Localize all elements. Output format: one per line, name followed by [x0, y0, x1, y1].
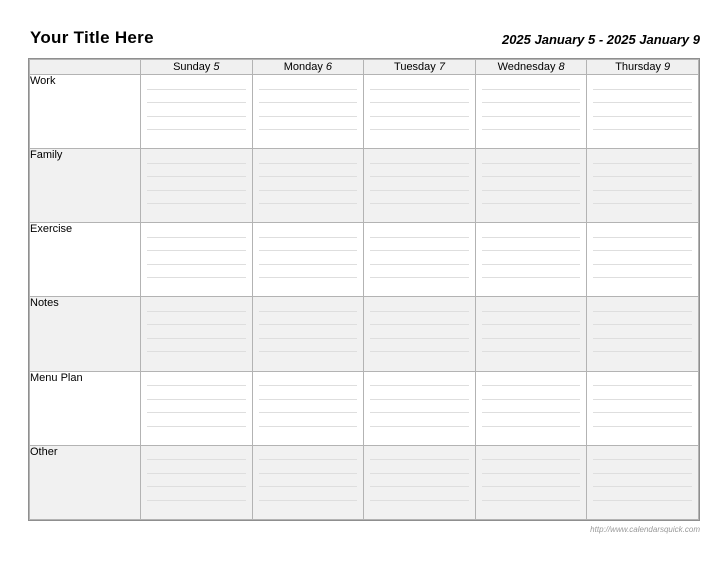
rule-line — [147, 76, 246, 90]
rule-line — [147, 117, 246, 131]
rule-line — [259, 265, 358, 279]
rule-line — [259, 325, 358, 339]
rule-line — [482, 265, 581, 279]
rule-line — [482, 90, 581, 104]
rule-line — [370, 413, 469, 427]
planner-cell — [475, 149, 587, 223]
rule-line — [482, 224, 581, 238]
rule-line — [259, 339, 358, 353]
rule-line — [147, 373, 246, 387]
planner-cell — [252, 297, 364, 371]
planner-cell — [587, 223, 699, 297]
planner-cell — [587, 371, 699, 445]
planner-row — [30, 75, 699, 149]
row-label-cell: Menu Plan — [30, 371, 141, 445]
rule-line — [370, 76, 469, 90]
day-number: 9 — [664, 61, 671, 73]
rule-line — [482, 177, 581, 191]
planner-table-frame — [28, 58, 700, 521]
day-header-row — [30, 60, 699, 75]
planner-cell — [364, 445, 476, 519]
planner-cell — [587, 445, 699, 519]
rule-line — [147, 339, 246, 353]
rule-line — [482, 238, 581, 252]
rule-line — [593, 325, 692, 339]
planner-cell — [475, 75, 587, 149]
planner-cell — [475, 371, 587, 445]
rule-line — [259, 400, 358, 414]
rule-line — [147, 251, 246, 265]
rule-line — [147, 312, 246, 326]
planner-table — [29, 59, 699, 520]
cell-lines — [364, 223, 475, 278]
rule-line — [593, 373, 692, 387]
rule-line — [482, 339, 581, 353]
rule-line — [370, 191, 469, 205]
rule-line — [370, 238, 469, 252]
day-header-cell — [475, 60, 587, 75]
day-number: 8 — [558, 61, 565, 73]
rule-line — [259, 373, 358, 387]
cell-lines — [253, 297, 364, 352]
planner-cell — [252, 371, 364, 445]
rule-line — [147, 191, 246, 205]
rule-line — [259, 90, 358, 104]
cell-lines — [141, 149, 252, 204]
rule-line — [370, 460, 469, 474]
cell-lines — [587, 149, 698, 204]
cell-lines — [587, 297, 698, 352]
rule-line — [593, 117, 692, 131]
rule-line — [593, 90, 692, 104]
page-title: Your Title Here — [30, 28, 154, 47]
rule-line — [370, 447, 469, 461]
cell-lines — [141, 297, 252, 352]
planner-cell — [587, 75, 699, 149]
rule-line — [593, 339, 692, 353]
rule-line — [370, 474, 469, 488]
rule-line — [593, 298, 692, 312]
rule-line — [259, 251, 358, 265]
planner-cell — [141, 371, 253, 445]
rule-line — [147, 164, 246, 178]
cell-lines — [364, 297, 475, 352]
planner-cell — [141, 445, 253, 519]
rule-line — [147, 150, 246, 164]
corner-header-cell — [30, 60, 141, 75]
day-header-cell — [364, 60, 476, 75]
day-name: Sunday — [173, 61, 211, 73]
day-name: Monday — [283, 61, 323, 73]
rule-line — [147, 413, 246, 427]
rule-line — [370, 312, 469, 326]
rule-line — [259, 177, 358, 191]
rule-line — [593, 400, 692, 414]
rule-line — [593, 103, 692, 117]
rule-line — [593, 150, 692, 164]
day-number: 5 — [213, 61, 220, 73]
footer-url[interactable]: http://www.calendarsquick.com — [590, 525, 700, 534]
rule-line — [593, 460, 692, 474]
cell-lines — [253, 223, 364, 278]
planner-cell — [475, 297, 587, 371]
rule-line — [482, 191, 581, 205]
rule-line — [482, 460, 581, 474]
rule-line — [370, 251, 469, 265]
row-label-cell: Notes — [30, 297, 141, 371]
rule-line — [593, 251, 692, 265]
rule-line — [147, 487, 246, 501]
planner-cell — [252, 149, 364, 223]
planner-cell — [141, 297, 253, 371]
rule-line — [593, 224, 692, 238]
planner-cell — [364, 75, 476, 149]
rule-line — [593, 164, 692, 178]
cell-lines — [364, 75, 475, 130]
rule-line — [482, 251, 581, 265]
cell-lines — [587, 372, 698, 427]
rule-line — [482, 447, 581, 461]
rule-line — [593, 386, 692, 400]
rule-line — [370, 386, 469, 400]
day-name: Thursday — [615, 61, 662, 73]
rule-line — [482, 386, 581, 400]
planner-cell — [364, 297, 476, 371]
cell-lines — [476, 75, 587, 130]
rule-line — [259, 103, 358, 117]
rule-line — [370, 90, 469, 104]
rule-line — [259, 474, 358, 488]
rule-line — [147, 400, 246, 414]
rule-line — [370, 150, 469, 164]
cell-lines — [476, 446, 587, 501]
rule-line — [370, 487, 469, 501]
row-label-cell: Work — [30, 75, 141, 149]
cell-lines — [476, 297, 587, 352]
cell-lines — [476, 223, 587, 278]
rule-line — [259, 312, 358, 326]
rule-line — [147, 238, 246, 252]
rule-line — [259, 386, 358, 400]
cell-lines — [364, 372, 475, 427]
cell-lines — [364, 149, 475, 204]
cell-lines — [253, 372, 364, 427]
cell-lines — [476, 372, 587, 427]
rule-line — [147, 474, 246, 488]
cell-lines — [476, 149, 587, 204]
rule-line — [593, 474, 692, 488]
rule-line — [147, 447, 246, 461]
rule-line — [259, 191, 358, 205]
cell-lines — [587, 446, 698, 501]
rule-line — [482, 400, 581, 414]
rule-line — [259, 413, 358, 427]
rule-line — [593, 447, 692, 461]
rule-line — [593, 487, 692, 501]
cell-lines — [141, 75, 252, 130]
cell-lines — [587, 75, 698, 130]
rule-line — [593, 312, 692, 326]
rule-line — [259, 150, 358, 164]
cell-lines — [364, 446, 475, 501]
rule-line — [259, 460, 358, 474]
rule-line — [259, 447, 358, 461]
rule-line — [593, 76, 692, 90]
rule-line — [482, 373, 581, 387]
planner-body — [30, 75, 699, 520]
rule-line — [482, 474, 581, 488]
day-name: Tuesday — [394, 61, 436, 73]
rule-line — [370, 224, 469, 238]
rule-line — [370, 325, 469, 339]
planner-cell — [252, 223, 364, 297]
rule-line — [147, 90, 246, 104]
rule-line — [593, 177, 692, 191]
planner-header — [30, 60, 699, 75]
planner-row — [30, 371, 699, 445]
rule-line — [482, 325, 581, 339]
rule-line — [259, 487, 358, 501]
rule-line — [147, 265, 246, 279]
planner-row — [30, 445, 699, 519]
rule-line — [482, 117, 581, 131]
rule-line — [370, 339, 469, 353]
rule-line — [370, 373, 469, 387]
cell-lines — [141, 446, 252, 501]
rule-line — [482, 298, 581, 312]
planner-cell — [587, 149, 699, 223]
rule-line — [147, 224, 246, 238]
rule-line — [147, 460, 246, 474]
rule-line — [593, 265, 692, 279]
date-range: 2025 January 5 - 2025 January 9 — [501, 32, 700, 47]
planner-cell — [141, 75, 253, 149]
rule-line — [370, 400, 469, 414]
planner-cell — [364, 149, 476, 223]
planner-cell — [364, 223, 476, 297]
rule-line — [259, 76, 358, 90]
planner-cell — [141, 149, 253, 223]
planner-row — [30, 297, 699, 371]
rule-line — [147, 177, 246, 191]
rule-line — [482, 150, 581, 164]
row-label-cell: Family — [30, 149, 141, 223]
cell-lines — [253, 446, 364, 501]
rule-line — [147, 325, 246, 339]
rule-line — [482, 487, 581, 501]
day-header-cell — [252, 60, 364, 75]
rule-line — [370, 265, 469, 279]
planner-cell — [252, 445, 364, 519]
planner-cell — [364, 371, 476, 445]
planner-cell — [475, 445, 587, 519]
rule-line — [370, 103, 469, 117]
planner-cell — [475, 223, 587, 297]
rule-line — [593, 413, 692, 427]
rule-line — [593, 238, 692, 252]
cell-lines — [141, 372, 252, 427]
row-label-cell: Exercise — [30, 223, 141, 297]
rule-line — [370, 117, 469, 131]
day-name: Wednesday — [497, 61, 556, 73]
cell-lines — [141, 223, 252, 278]
day-header-cell — [587, 60, 699, 75]
rule-line — [482, 103, 581, 117]
rule-line — [482, 164, 581, 178]
rule-line — [147, 298, 246, 312]
day-header-cell — [141, 60, 253, 75]
rule-line — [147, 386, 246, 400]
rule-line — [370, 298, 469, 312]
rule-line — [370, 164, 469, 178]
row-label-cell: Other — [30, 445, 141, 519]
cell-lines — [253, 75, 364, 130]
rule-line — [482, 312, 581, 326]
rule-line — [482, 76, 581, 90]
planner-cell — [252, 75, 364, 149]
cell-lines — [253, 149, 364, 204]
rule-line — [370, 177, 469, 191]
planner-cell — [587, 297, 699, 371]
day-number: 6 — [325, 61, 333, 73]
cell-lines — [587, 223, 698, 278]
rule-line — [259, 298, 358, 312]
rule-line — [147, 103, 246, 117]
planner-row — [30, 149, 699, 223]
rule-line — [259, 117, 358, 131]
day-number: 7 — [438, 61, 445, 73]
rule-line — [593, 191, 692, 205]
planner-cell — [141, 223, 253, 297]
rule-line — [482, 413, 581, 427]
rule-line — [259, 224, 358, 238]
rule-line — [259, 238, 358, 252]
planner-row — [30, 223, 699, 297]
rule-line — [259, 164, 358, 178]
